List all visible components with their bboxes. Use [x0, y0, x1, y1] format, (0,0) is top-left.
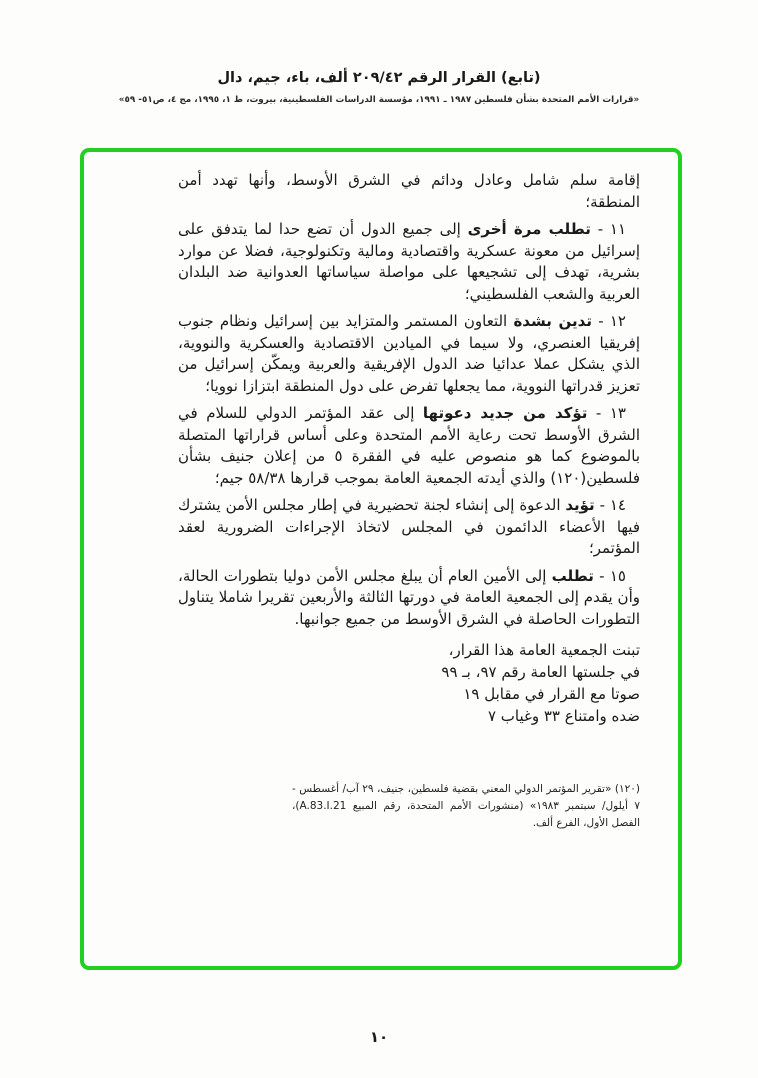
adoption-note-line: في جلستها العامة رقم ٩٧، بـ ٩٩ [441, 663, 640, 681]
resolution-clause-11 [178, 219, 640, 305]
clause-text: إلى جميع الدول أن تضع حدا لما يتدفق على إسرائيل من معونة عسكرية واقتصادية ومالية وتكنولوجية، فضلا عن موارد بشرية، تهدف إلى تشجيعها على مواصلة سياساتها العدوانية ضد البلدان العربية والشعب الفلسطيني؛ [178, 220, 640, 303]
resolution-clause-15 [178, 566, 640, 631]
clause-text: إلى الأمين العام أن يبلغ مجلس الأمن دوليا بتطورات الحالة، وأن يقدم إلى الجمعية العامة في دورتها الثالثة والأربعين تقريرا شاملا يتناول التطورات الحاصلة في الشرق الأوسط من جميع جوانبها. [178, 566, 640, 628]
document-header [0, 70, 758, 105]
clause-text: التعاون المستمر والمتزايد بين إسرائيل ونظام جنوب إفريقيا العنصري، ولا سيما في الميادين الاقتصادية والعسكرية والنووية، الذي يشكل عملا عدائيا ضد الدول الإفريقية والعربية ويمكّن إسرائيل من تعزيز قدراتها النووية، مما يجعلها تفرض على دول المنطقة ابتزازا نوويا؛ [178, 312, 640, 395]
page-number: ١٠ [369, 1028, 389, 1046]
footnote: (١٢٠) «تقرير المؤتمر الدولي المعني بقضية فلسطين، جنيف، ٢٩ آب/ أغسطس - ٧ أيلول/ سبتمبر ١٩٨٣» (منشورات الأمم المتحدة، رقم المبيع A.83.I.21)، الفصل الأول، الفرع ألف. [292, 783, 641, 829]
clause-number: ١٢ - [598, 312, 626, 330]
clause-number: ١٣ - [595, 404, 626, 422]
content-frame [80, 148, 682, 970]
intro-paragraph: إقامة سلم شامل وعادل ودائم في الشرق الأوسط، وأنها تهدد أمن المنطقة؛ [178, 171, 640, 211]
clause-number: ١٤ - [599, 496, 626, 514]
resolution-clause-12 [178, 311, 640, 397]
clause-number: ١١ - [597, 220, 627, 238]
adoption-note-line: تبنت الجمعية العامة هذا القرار، [448, 641, 640, 659]
adoption-note [418, 639, 640, 727]
resolution-title: (تابع) القرار الرقم ٢٠٩/٤٢ ألف، باء، جيم، دال [217, 70, 541, 86]
source-citation: «قرارات الأمم المتحدة بشأن فلسطين ١٩٨٧ ـ ١٩٩١، مؤسسة الدراسات الفلسطينية، بيروت، ط ١، ١٩٩٥، مج ٤، ص٥١- ٥٩» [118, 95, 640, 105]
clause-lead: تؤكد من جديد دعوتها [422, 404, 588, 422]
adoption-note-line: صوتا مع القرار في مقابل ١٩ [463, 685, 640, 703]
resolution-body [178, 170, 640, 832]
clause-lead: تؤيد [565, 496, 595, 514]
clause-lead: تدين بشدة [513, 312, 592, 330]
clause-text: الدعوة إلى إنشاء لجنة تحضيرية في إطار مجلس الأمن يشترك فيها الأعضاء الدائمون في المجلس لاتخاذ الإجراءات الضرورية لعقد المؤتمر؛ [178, 496, 640, 557]
clause-text: إلى عقد المؤتمر الدولي للسلام في الشرق الأوسط تحت رعاية الأمم المتحدة وعلى أساس قراراتها المتصلة بالموضوع كما هو منصوص عليه في الفقرة ٥ من إعلان جنيف بشأن فلسطين(١٢٠) والذي أيدته الجمعية العامة بموجب قرارها ٥٨/٣٨ جيم؛ [178, 404, 640, 487]
adoption-note-line: ضده وامتناع ٣٣ وغياب ٧ [487, 707, 640, 725]
resolution-clause-13 [178, 403, 640, 489]
clause-number: ١٥ - [599, 566, 626, 585]
clause-lead: تطلب [551, 566, 594, 585]
resolution-clause-14 [178, 495, 640, 560]
clause-lead: تطلب مرة أخرى [467, 220, 591, 238]
